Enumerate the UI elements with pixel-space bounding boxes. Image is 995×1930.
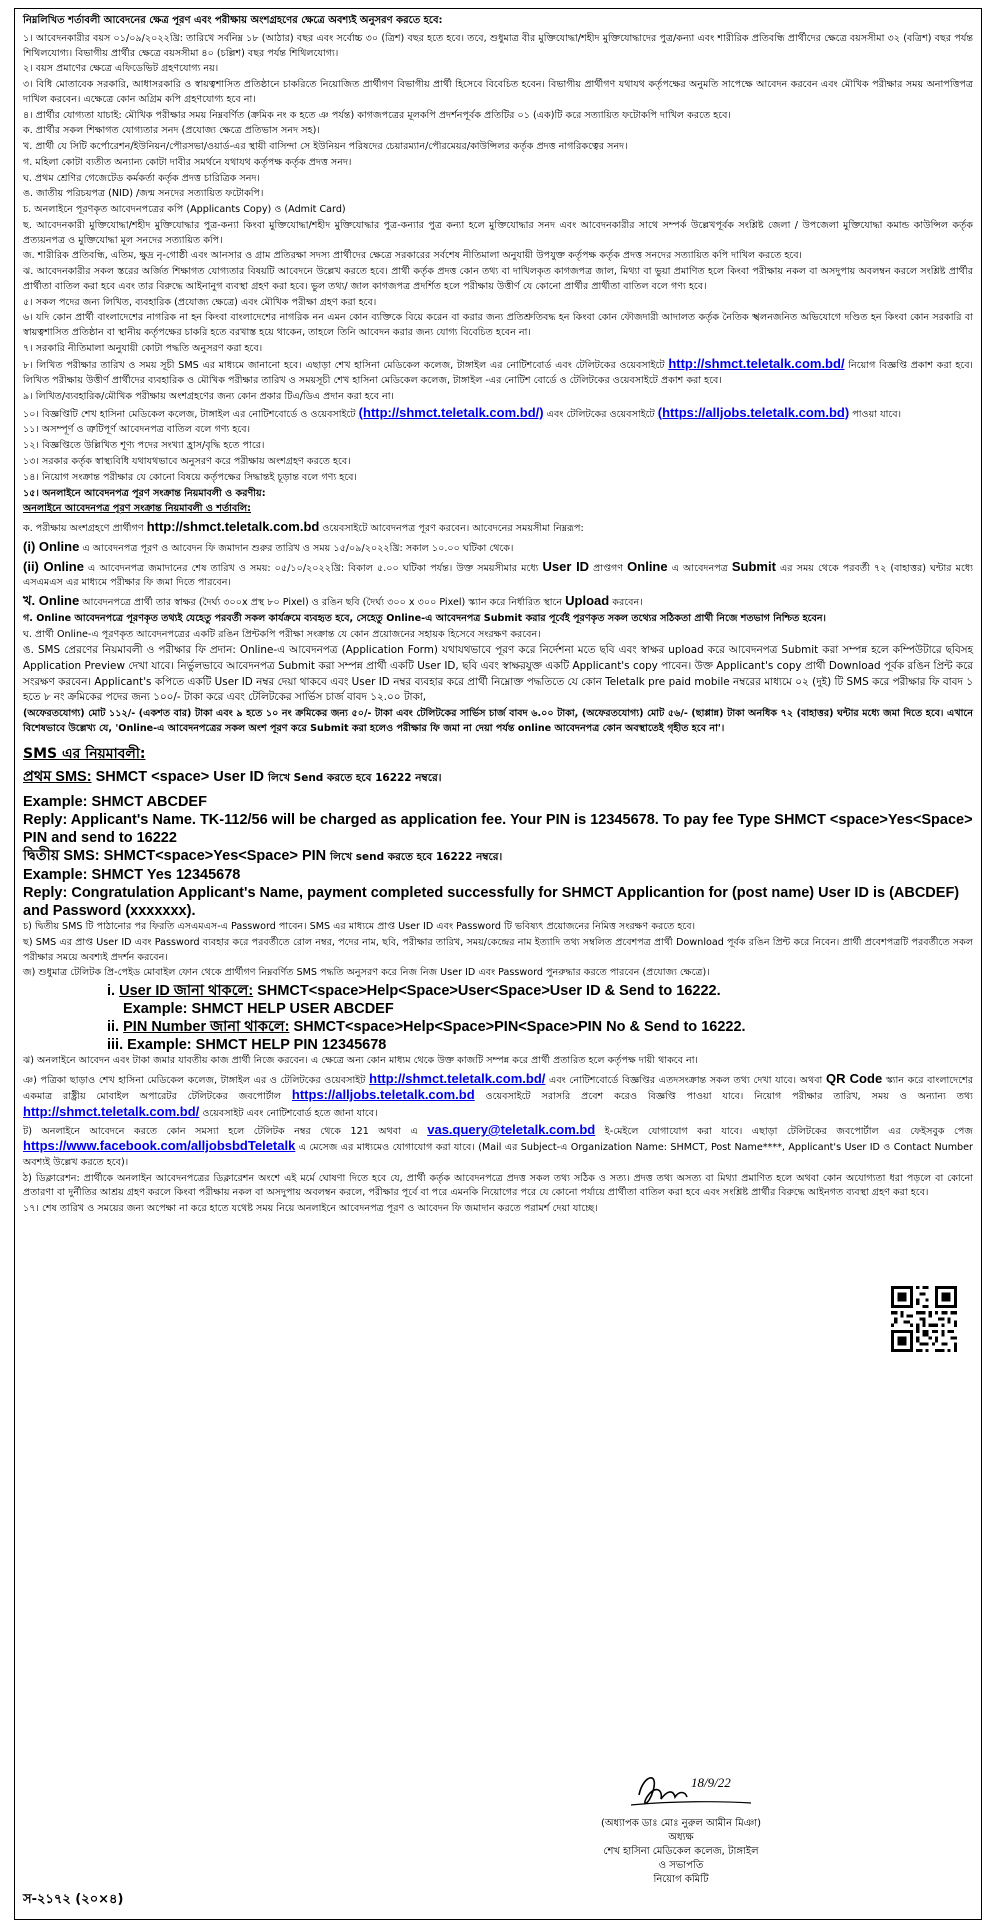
after-nya-text-c: স্ক্যান করে বাংলাদেশের একমাত্র রাষ্ট্রীয় মোবাইল অপারেটর টেলিটকের জবপোর্টাল <box>23 1074 974 1103</box>
doc-cha: চ. অনলাইনে পূরণকৃত আবেদনপত্রের কপি (Applicants Copy) ও (Admit Card) <box>23 204 346 216</box>
rule-10 <box>23 406 973 423</box>
sms-rules-title: SMS এর নিয়মাবলী: <box>23 746 146 763</box>
recover-pin-known: PIN Number জানা থাকলে: <box>123 1019 290 1036</box>
handwritten-signature <box>601 1761 761 1817</box>
rule-9: ৯। লিখিত/ব্যবহারিক/মৌখিক পরীক্ষায় অংশগ্রহণের জন্য কোন প্রকার টিএ/ডিএ প্রদান করা হবে না। <box>23 390 394 402</box>
online-gha: ঘ. প্রার্থী Online-এ পূরণকৃত আবেদনপত্রের একটি রঙিন প্রিন্টকপি পরীক্ষা সংক্রান্ত যে কোন প্রয়োজনের সহায়ক হিসেবে সংরক্ষণ করবেন। <box>23 628 541 640</box>
sms-chha: ছ) SMS এর প্রাপ্ত User ID এবং Password ব্যবহার করে পরবর্তীতে রোল নম্বর, পদের নাম, ছবি, পরীক্ষার তারিখ, সময়/কেন্দ্রের নাম ইত্যাদি তথ্য সম্বলিত প্রবেশপত্র প্রার্থী Download পূর্বক রঙিন প্রিন্ট করে নিবেন। প্রার্থী প্রবেশপত্রটি পরবর্তীতে সকল পরীক্ষার সময়ে অবশ্যই প্রদর্শন করবেন। <box>23 936 973 963</box>
doc-chha: ছ. আবেদনকারী মুক্তিযোদ্ধা/শহীদ মুক্তিযোদ্ধার পুত্র-কন্যা কিংবা মুক্তিযোদ্ধা/শহীদ মুক্তিযোদ্ধার পুত্র-কন্যার পুত্র কন্যা হলে মুক্তিযোদ্ধার সনদ এবং আবেদনকারীর সাথে সম্পর্ক উল্লেখপূর্বক সংশ্লিষ্ট জেলা / উপজেলা মুক্তিযোদ্ধা কমান্ড কাউন্সিল কর্তৃক প্রত্যয়নপত্র ও মুক্তিযোদ্ধা মূল সনদের সত্যায়িত কপি। <box>23 220 973 246</box>
doc-kha: খ. প্রার্থী যে সিটি কর্পোরেশন/ইউনিয়ন/পৌরসভা/ওয়ার্ড-এর স্থায়ী বাসিন্দা সে ইউনিয়ন পরিষদের চেয়ারম্যান/পৌরমেয়র/কাউন্সিলর কর্তৃক প্রদত্ত নাগরিকত্বের সনদ। <box>23 141 628 153</box>
signature-block <box>531 1761 831 1887</box>
rule-10-text-c: পাওয়া যাবে। <box>852 408 902 420</box>
sms-first-text: SHMCT <space> User ID <box>95 769 265 786</box>
sms-ja: জ) শুধুমাত্র টেলিটক প্রি-পেইড মোবাইল ফোন থেকে প্রার্থীগণ নিম্নবর্ণিত SMS পদ্ধতি অনুসরণ করে নিজ নিজ User ID এবং Password পুনরুদ্ধার করতে পারবেন (প্রযোজ্য ক্ষেত্রে)। <box>23 967 710 979</box>
rule-13: ১৩। সরকার কর্তৃক স্বাস্থ্যবিধি যথাযথভাবে অনুসরণ করে পরীক্ষায় অংশগ্রহণ করতে হবে। <box>23 455 351 467</box>
shmct-website-link-3[interactable]: http://shmct.teletalk.com.bd/ <box>369 1070 546 1086</box>
online-ii-online: Online <box>627 558 668 574</box>
rule-12: ১২। বিজ্ঞপ্তিতে উল্লিখিত শূণ্য পদের সংখ্যা হ্রাস/বৃদ্ধি হতে পারে। <box>23 440 265 452</box>
rule-8 <box>23 357 973 388</box>
recover-pin <box>23 1018 973 1036</box>
online-ii-label: (ii) Online <box>23 558 84 574</box>
recover-pin-text: SHMCT<space>Help<Space>PIN<Space>PIN No & Send to 16222. <box>293 1019 746 1036</box>
after-nya-text-b: এবং নোটিশবোর্ডে বিজ্ঞপ্তির এতদসংক্রান্ত সকল তথ্য দেখা যাবে। অথবা <box>549 1074 823 1086</box>
recover-user-id-label: i. <box>107 983 116 1000</box>
signatory-title-2: শেখ হাসিনা মেডিকেল কলেজ, টাঙ্গাইল <box>603 1846 759 1857</box>
online-ii-text-h: এর সময় থেকে পরবর্তী ৭২ (বাহাত্তর) ঘন্টার মধ্যে এসএমএস এর মাধ্যমে পরীক্ষার ফি জমা দিতে পারবেন। <box>23 562 973 589</box>
after-jha: ঝ) অনলাইনে আবেদন এবং টাকা জমার যাবতীয় কাজ প্রার্থী নিজে করবেন। এ ক্ষেত্রে অন্য কোন মাধ্যম থেকে উক্ত কাজটি সম্পন্ন করে প্রার্থী প্রতারিত হলে কর্তৃপক্ষ দায়ী থাকবে না। <box>23 1055 698 1067</box>
after-ta <box>23 1123 973 1171</box>
sms-first-label: প্রথম SMS: <box>23 769 92 786</box>
online-kha-text: আবেদনপত্রে প্রার্থী তার স্বাক্ষর (দৈর্ঘ্য ৩০০x প্রস্থ ৮০ Pixel) ও রঙিন ছবি (দৈর্ঘ্য ৩০০ x ৩০০ Pixel) স্ক্যান করে নির্ধারিত স্থানে <box>82 597 563 609</box>
doc-ka: ক. প্রার্থীর সকল শিক্ষাগত যোগ্যতার সনদ (প্রযোজ্য ক্ষেত্রে প্রতিভাস সনদ সহ)। <box>23 125 320 137</box>
recover-pin-label: ii. <box>107 1019 120 1036</box>
online-ii-userid: User ID <box>542 558 590 574</box>
after-nya-text-e: ওয়েবসাইট এবং নোটিশবোর্ড হতে জানা যাবে। <box>202 1108 378 1120</box>
recover-user-id-example: Example: SHMCT HELP USER ABCDEF <box>123 1001 394 1018</box>
online-uma: ঙ. SMS প্রেরণের নিয়মাবলী ও পরীক্ষার ফি প্রদান: Online-এ আবেদনপত্র (Application Form) যথাযথভাবে পূরণ করে নির্দেশনা মতে ছবি এবং স্বাক্ষর upload করে আবেদনপত্র Submit করা সম্পন্ন হলে কম্পিউটারে ছবিসহ Application Preview দেখা যাবে। নির্ভুলভাবে আবেদনপত্র Submit করা সম্পন্ন প্রার্থী একটি User ID, ছবি এবং স্বাক্ষরযুক্ত একটি Applicant's copy পাবেন। উক্ত Applicant's copy প্রার্থী Download পূর্বক রঙিন প্রিন্ট করে সংরক্ষণ করবেন। Applicant's কপিতে একটি User ID নম্বর দেয়া থাকবে এবং User ID নম্বর ব্যবহার করে প্রার্থী নিম্নোক্ত পদ্ধতিতে যে কোন Teletalk pre paid mobile নম্বরের মাধ্যমে ০২ (দুই) টি SMS করে পরীক্ষার ফি বাবদ ১ হতে ৮ নং ক্রমিকের পদের জন্য ১০০/- টাকা করে এবং টেলিটকের সার্ভিস চার্জ বাবদ ১২.০০ টাকা, <box>23 644 973 704</box>
after-nya-text-d: ওয়েবসাইটে সরাসরি প্রবেশ করেও বিজ্ঞপ্তি পাওয়া যাবে। নিয়োগ পরীক্ষার তারিখ, সময় ও অন্যান্য তথ্য <box>485 1091 973 1103</box>
online-ka <box>23 518 973 537</box>
after-ta-text-b: ই-মেইলে যোগাযোগ করা যাবে। এছাড়া টেলিটকের জবপোর্টাল এর ফেইসবুক পেজ <box>604 1125 973 1137</box>
shmct-website-link-2[interactable]: (http://shmct.teletalk.com.bd/) <box>358 404 544 420</box>
online-rules-title: অনলাইনে আবেদনপত্র পূরণ সংক্রান্ত নিয়মাবলী ও শর্তাবলি: <box>23 503 252 515</box>
online-kha <box>23 592 973 611</box>
after-nya-qr: QR Code <box>825 1070 883 1086</box>
doc-gha: ঘ. প্রথম শ্রেণির গেজেটেড কর্মকর্তা কর্তৃক প্রদত্ত চারিত্রিক সনদ। <box>23 172 260 184</box>
signatory-title-3: ও সভাপতি <box>658 1860 704 1871</box>
online-ii-text: এ আবেদনপত্র জমাদানের শেষ তারিখ ও সময়: ০৫/১০/২০২২খ্রি: বিকাল ৫.০০ ঘটিকা পর্যন্ত। উক্ত সময়সীমার মধ্যে <box>88 562 539 574</box>
sms-reply-2: Reply: Congratulation Applicant's Name, payment completed successfully for SHMCT Applicantion for (post name) User ID is (ABCDEF) and Password (xxxxxxx). <box>23 885 960 920</box>
shmct-apply-link[interactable]: http://shmct.teletalk.com.bd <box>146 519 320 535</box>
sms-reply-1: Reply: Applicant's Name. TK-112/56 will be charged as application fee. Your PIN is 12345678. To pay fee Type SHMCT <space>Yes<Space> PIN and send to 16222 <box>23 812 973 847</box>
shmct-website-link[interactable]: http://shmct.teletalk.com.bd/ <box>668 356 845 372</box>
online-kha-label: খ. Online <box>23 593 80 609</box>
online-ii-text-f: এ আবেদনপত্র <box>671 562 728 574</box>
after-ta-text-a: ট) অনলাইনে আবেদনে করতে কোন সমস্যা হলে টেলিটক নম্বর থেকে 121 অথবা এ <box>23 1125 418 1137</box>
doc-uma: ঙ. জাতীয় পরিচয়পত্র (NID) /জন্ম সনদের সত্যায়িত ফটোকপি। <box>23 188 264 200</box>
rule-14: ১৪। নিয়োগ সংক্রান্ত পরীক্ষার যে কোনো বিষয়ে কর্তৃপক্ষের সিদ্ধান্তই চূড়ান্ত বলে গণ্য হবে। <box>23 471 357 483</box>
sms-second-label: দ্বিতীয় SMS: <box>23 848 100 865</box>
after-nya-text-a: ঞ) পত্রিকা ছাড়াও শেখ হাসিনা মেডিকেল কলেজ, টাঙ্গাইল এর ও টেলিটকের ওয়েবসাইট <box>23 1074 366 1086</box>
sms-example-2: Example: SHMCT Yes 12345678 <box>23 867 241 884</box>
rule-7: ৭। সরকারি নীতিমালা অনুযায়ী কোটা পদ্ধতি অনুসরণ করা হবে। <box>23 342 263 354</box>
online-ka-text-b: ওয়েবসাইটে আবেদনপত্র পূরণ করবেন। আবেদনের সময়সীমা নিম্নরূপ: <box>322 523 584 535</box>
online-kha-upload: Upload <box>565 593 610 609</box>
rule-10-text-a: ১০। বিজ্ঞপ্তিটি শেখ হাসিনা মেডিকেল কলেজ, টাঙ্গাইল এর নোটিশবোর্ডে ও ওয়েবসাইটে <box>23 408 356 420</box>
online-ka-text-a: ক. পরীক্ষায় অংশগ্রহণে প্রার্থীগণ <box>23 523 144 535</box>
support-email-link[interactable]: vas.query@teletalk.com.bd <box>427 1121 596 1137</box>
signature-date: 18/9/22 <box>691 1775 731 1790</box>
online-i <box>23 538 973 557</box>
rule-6: ৬। যদি কোন প্রার্থী বাংলাদেশের নাগরিক না হন কিংবা বাংলাদেশের নাগরিক নন এমন কোন ব্যক্তিকে বিয়ে করেন বা করার জন্য প্রতিশ্রুতিবদ্ধ হন কিংবা কোন ফৌজদারী আদালত কর্তৃক নৈতিক স্খলনজনিত অভিযোগে দণ্ডিত হন কিংবা কোন সরকারি বা স্বায়ত্বশাসিত প্রতিষ্ঠান বা স্থানীয় কর্তৃপক্ষের চাকরি হতে বরখাস্ত হয়ে থাকেন, তাহলে তিনি আবেদন করার জন্য যোগ্য বিবেচিত হবেন না। <box>23 312 973 338</box>
sms-first <box>23 768 973 787</box>
sms-second-tail: লিখে send করতে হবে 16222 নম্বরে। <box>330 851 503 864</box>
after-tha: ঠ) ডিক্লারেশন: প্রার্থীকে অনলাইন আবেদনপত্রের ডিক্লারেশন অংশে এই মর্মে ঘোষণা দিতে হবে যে, প্রার্থী কর্তৃক আবেদনপত্রে প্রদত্ত সকল তথ্য সঠিক ও সত্য। প্রদত্ত তথ্য অসত্য বা মিথ্যা প্রমাণিত হলে অথবা কোন অযোগ্যতা ধরা পড়লে বা কোনো প্রতারণা বা দুর্নীতির আশ্রয় গ্রহণ করলে কিংবা পরীক্ষায় নকল বা অসদুপায় অবলম্বন করলে, পরীক্ষার পূর্বে বা পরে এমনকি নিয়োগের পরে যে কোনো পর্যায়ে প্রার্থীতা বাতিল করা হবে এবং সংশ্লিষ্ট প্রার্থীর বিরুদ্ধে আইনগত ব্যবস্থা গ্রহণ করা হবে। <box>23 1172 973 1199</box>
online-i-label: (i) Online <box>23 538 80 554</box>
sms-second-text: SHMCT<space>Yes<Space> PIN <box>103 848 327 865</box>
rule-15: ১৫। অনলাইনে আবেদনপত্র পূরণ সংক্রান্ত নিয়মাবলী ও করণীয়: <box>23 487 266 499</box>
rule-8-text-b: নিয়োগ বিজ্ঞপ্তি প্রকাশ করা হবে। লিখিত পরীক্ষায় উত্তীর্ণ প্রার্থীদের ব্যবহারিক ও মৌখিক পরীক্ষার তারিখ ও সময়সূচী শেখ হাসিনা মেডিকেল কলেজ, টাঙ্গাইল -এর নোটিশ বোর্ডে ও টেলিটকের ওয়েবসাইটে প্রকাশ করা হবে। <box>23 360 973 387</box>
rule-4: ৪। প্রার্থীর যোগ্যতা যাচাই: মৌখিক পরীক্ষার সময় নিম্নবর্ণিত (ক্রমিক নং ক হতে ঞ পর্যন্ত) কাগজপত্রের মূলকপি প্রদর্শনপূর্বক প্রতিটির ০১ (এক)টি করে সত্যায়িত ফটোকপি দাখিল করতে হবে। <box>23 109 731 121</box>
after-ta-text-c: এ মেসেজ এর মাধ্যমেও যোগাযোগ করা যাবে। (Mail এর Subject-এ Organization Name: SHMCT, Post Name****, Applicant's User ID ও Contact Number অবশ্যই উল্লেখ করতে হবে)। <box>23 1142 973 1168</box>
sms-cha: চ) দ্বিতীয় SMS টি পাঠানোর পর ফিরতি এসএমএস-এ Password পাবেন। SMS এর মাধ্যমে প্রাপ্ত User ID এবং Password টি ভবিষ্যৎ প্রয়োজনের নিমিত্ত সংরক্ষণ করতে হবে। <box>23 921 696 933</box>
online-ii-submit: Submit <box>731 558 776 574</box>
online-ga: গ. Online আবেদনপত্রে পূরণকৃত তথ্যই যেহেতু পরবর্তী সকল কার্যক্রমে ব্যবহৃত হবে, সেহেতু Online-এ আবেদনপত্র Submit করার পূর্বেই পূরণকৃত সকল তথ্যের সঠিকতা প্রার্থী নিজে শতভাগ নিশ্চিত হবেন। <box>23 612 826 624</box>
rule-5: ৫। সকল পদের জন্য লিখিত, ব্যবহারিক (প্রযোজ্য ক্ষেত্রে) এবং মৌখিক পরীক্ষা গ্রহণ করা হবে। <box>23 296 377 308</box>
doc-jha: ঝ. আবেদনকারীর সকল স্তরের অর্জিত শিক্ষাগত যোগ্যতার বিষয়টি আবেদনে উল্লেখ করতে হবে। প্রার্থী কর্তৃক প্রদত্ত কোন তথ্য বা দাখিলকৃত কাগজপত্র জাল, মিথ্যা বা ভুয়া প্রমাণিত হলে কিংবা পরীক্ষায় নকল বা অসদুপায় অবলম্বন করলে সংশ্লিষ্ট প্রার্থীর প্রার্থীতা বাতিল করা হবে এবং তার বিরুদ্ধে আইনানুগ ব্যবস্থা গ্রহণ করা হবে। ভুল তথ্য/ জাল কাগজপত্র প্রদর্শিত হলে পরীক্ষায় উত্তীর্ণ যে কোনো প্রার্থীর প্রার্থীতা বাতিল বলে গণ্য হবে। <box>23 266 973 292</box>
online-kha-text-d: করবেন। <box>612 597 643 609</box>
online-ii <box>23 558 973 591</box>
recover-user-id-text: SHMCT<space>Help<Space>User<Space>User ID & Send to 16222. <box>257 983 721 1000</box>
doc-ja: জ. শারীরিক প্রতিবন্ধি, এতিম, ক্ষুদ্র নৃ-গোষ্ঠী এবং আনসার ও গ্রাম প্রতিরক্ষা সদস্য প্রার্থীদের ক্ষেত্রে সরকারের সর্বশেষ নীতিমালা অনুযায়ী উপযুক্ত কর্তৃপক্ষ কর্তৃক প্রদত্ত সনদের সত্যায়িত কপি দাখিল করতে হবে। <box>23 250 802 262</box>
shmct-website-link-4[interactable]: http://shmct.teletalk.com.bd/ <box>23 1104 200 1120</box>
after-nya <box>23 1070 973 1122</box>
job-circular-page <box>14 8 982 1920</box>
sms-first-tail: লিখে Send করতে হবে 16222 নম্বরে। <box>268 772 442 785</box>
rule-1: ১। আবেদনকারীর বয়স ০১/০৯/২০২২খ্রি: তারিখে সর্বনিম্ন ১৮ (আঠার) বছর এবং সর্বোচ্চ ৩০ (ত্রিশ) বছর হতে হবে। তবে, শুধুমাত্র বীর মুক্তিযোদ্ধা/শহীদ মুক্তিযোদ্ধাদের পুত্র/কন্যা এবং শারীরিক প্রতিবন্ধি প্রার্থীদের ক্ষেত্রে বয়সসীমা ৩২ (বত্রিশ) বছর পর্যন্ত শিথিলযোগ্য। বিভাগীয় প্রার্থীর ক্ষেত্রে বয়সসীমা ৪০ (চল্লিশ) বছর পর্যন্ত শিথিলযোগ্য। <box>23 33 973 59</box>
recover-user-id <box>23 982 973 1000</box>
recover-user-id-known: User ID জানা থাকলে: <box>119 983 254 1000</box>
facebook-page-link[interactable]: https://www.facebook.com/alljobsbdTeletalk <box>23 1138 296 1154</box>
rule-17: ১৭। শেষ তারিখ ও সময়ের জন্য অপেক্ষা না করে হাতে যথেষ্ট সময় নিয়ে অনলাইনে আবেদনপত্র পূরণ ও আবেদন ফি জমাদান করতে পরামর্শ দেয়া যাচ্ছে। <box>23 1203 598 1215</box>
signatory-title-4: নিয়োগ কমিটি <box>653 1874 709 1885</box>
doc-ga: গ. মহিলা কোটা ব্যতীত অন্যান্য কোটা দাবীর সমর্থনে যথাযথ কর্তৃপক্ষ কর্তৃক প্রদত্ত সনদ। <box>23 156 352 168</box>
sms-second <box>23 847 973 866</box>
online-i-text: এ আবেদনপত্র পূরণ ও আবেদন ফি জমাদান শুরুর তারিখ ও সময় ১৫/০৯/২০২২খ্রি: সকাল ১০.০০ ঘটিকা থেকে। <box>82 542 514 554</box>
rule-10-text-b: এবং টেলিটকের ওয়েবসাইটে <box>546 408 655 420</box>
qr-code-icon[interactable] <box>891 1286 957 1352</box>
rule-8-text-a: ৮। লিখিত পরীক্ষার তারিখ ও সময় সূচী SMS এর মাধ্যমে জানানো হবে। এছাড়া শেখ হাসিনা মেডিকেল কলেজ, টাঙ্গাইল এর নোটিশবোর্ড এবং টেলিটকের ওয়েবসাইটে <box>23 360 665 372</box>
recover-pin-example: iii. Example: SHMCT HELP PIN 12345678 <box>107 1037 387 1054</box>
alljobs-link[interactable]: (https://alljobs.teletalk.com.bd) <box>657 404 850 420</box>
rule-3: ৩। বিধি মোতাবেক সরকারি, আধাসরকারি ও স্বায়ত্বশাসিত প্রতিষ্ঠানে চাকরিতে নিয়োজিত প্রার্থীগণ বিভাগীয় প্রার্থী হিসেবে বিবেচিত হবেন। বিভাগীয় প্রার্থীগণ যথাযথ কর্তৃপক্ষের অনুমতি সাপেক্ষে আবেদন করবেন এবং মৌখিক পরীক্ষার সময় অনাপত্তিপত্র দাখিল করবেন। এক্ষেত্রে কোন অগ্রিম কপি গ্রহণযোগ্য হবে না। <box>23 79 973 105</box>
online-ii-text-d: প্রাপ্তগণ <box>593 562 624 574</box>
reference-code: স-২১৭২ (২০×৪) <box>23 1892 124 1907</box>
sms-example-1: Example: SHMCT ABCDEF <box>23 794 207 811</box>
signatory-title-1: অধ্যক্ষ <box>668 1832 694 1843</box>
rule-11: ১১। অসম্পূর্ণ ও ত্রুটিপূর্ণ আবেদনপত্র বাতিল বলে গণ্য হবে। <box>23 424 251 436</box>
conditions-header: নিম্নলিখিত শর্তাবলী আবেদনের ক্ষেত্র পূরণ এবং পরীক্ষায় অংশগ্রহণের ক্ষেত্রে অবশ্যই অনুসরণ করতে হবে: <box>23 15 443 26</box>
online-fee: (অফেরতযোগ্য) মোট ১১২/- (একশত বার) টাকা এবং ৯ হতে ১০ নং ক্রমিকের জন্য ৫০/- টাকা এবং টেলিটকের সার্ভিস চার্জ বাবদ ৬.০০ টাকা, (অফেরতযোগ্য) মোট ৫৬/- (ছাপ্পান্ন) টাকা অনধিক ৭২ (বাহাত্তর) ঘন্টার মধ্যে জমা দিতে হবে। এখানে বিশেষভাবে উল্লেখ্য যে, 'Online-এ আবেদনপত্রের সকল অংশ পূরণ করে Submit করা হলেও পরীক্ষার ফি জমা না দেয়া পর্যন্ত online আবেদনপত্র কোন অবস্থাতেই গৃহীত হবে না'। <box>23 707 973 734</box>
signatory-name: (অধ্যাপক ডাঃ মোঃ নুরুল আমীন মিঞা) <box>601 1818 761 1829</box>
alljobs-link-2[interactable]: https://alljobs.teletalk.com.bd <box>291 1087 475 1103</box>
rule-2: ২। বয়স প্রমাণের ক্ষেত্রে এফিডেভিট গ্রহণযোগ্য নয়। <box>23 63 219 75</box>
